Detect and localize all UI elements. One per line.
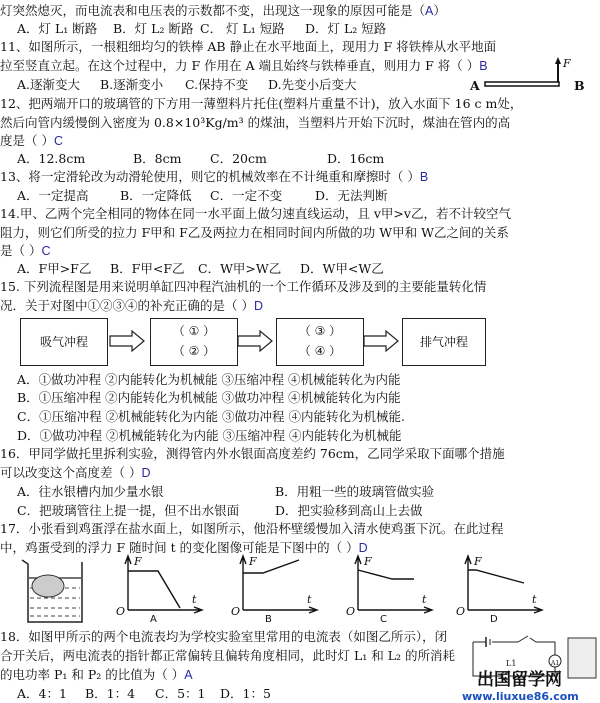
question-line: [0, 539, 368, 557]
option-c: C． 灯 L₁ 短路: [200, 21, 285, 36]
egg: [32, 575, 64, 597]
option-a: D．①做功冲程 ②机械能转化为内能 ③压缩冲程 ④内能转化为机械能: [17, 428, 402, 443]
t-axis: [243, 607, 317, 613]
rod-end-b-label: B: [574, 78, 585, 93]
question-text: 然后向管内缓慢倒入密度为 0.8×10³Kg/m³ 的煤油，当塑料片开始下沉时，煤油在管内的高: [0, 115, 511, 130]
force-curve: [128, 571, 180, 608]
f-axis: [240, 556, 246, 610]
option-d: D．16cm: [327, 151, 385, 166]
t-axis: [128, 607, 202, 613]
question-text: 拉至竖直立起。在这个过程中，力 F 作用在 A 端且始终与铁棒垂直，则用力 F 将（ ）: [0, 58, 480, 73]
flow-box-exhaust: 排气冲程: [402, 318, 486, 366]
question-text: 阻力，则它们所受的拉力 F甲和 F乙及两拉力在相同时间内所做的功 W甲和 W乙之间的关系: [0, 225, 509, 240]
origin-label: O: [116, 605, 126, 618]
origin-label: O: [346, 605, 356, 618]
flow-arrow-icon: [110, 331, 144, 351]
answer-key: D: [141, 466, 151, 480]
option-d: D．灯 L₂ 短路: [305, 21, 387, 36]
option-c: C．20cm: [210, 151, 267, 166]
option-d: D．W甲<W乙: [300, 261, 384, 276]
t-axis: [358, 607, 432, 613]
question-text: 11、如图所示，一根粗细均匀的铁棒 AB 静止在水平地面上，现用力 F 将铁棒从水平地面: [0, 39, 497, 54]
question-text: 12、把两端开口的玻璃管的下方用一薄塑料片托住(塑料片重量不计)，放入水面下 16 c m处，: [0, 96, 523, 111]
question-text: 16．甲同学做托里拆利实验，测得管内外水银面高度差约 76cm，乙同学采取下面哪个措施: [0, 446, 505, 461]
force-label: F: [563, 57, 571, 70]
option-b: D．把实验移到高山上去做: [275, 503, 423, 518]
f-axis: [125, 556, 131, 610]
option-b: B．用粗一些的玻璃管做实验: [275, 484, 435, 499]
force-curve: [358, 570, 414, 579]
answer-key: D: [253, 299, 264, 313]
option-d: D．无法判断: [315, 188, 388, 203]
option-c: C.保持不变: [185, 77, 249, 92]
question-text: 的电功率 P₁ 和 P₂ 的比值为（ ）: [0, 667, 185, 682]
answer-key: D: [358, 541, 368, 555]
option-d: D.先变小后变大: [268, 77, 357, 92]
t-axis-label: t: [192, 593, 197, 606]
flow-box-intake: 吸气冲程: [20, 318, 108, 366]
flow-arrow-icon: [364, 331, 398, 351]
f-axis-label: F: [364, 555, 372, 568]
option-a: A．4：1: [17, 686, 67, 701]
graph-option-label: D: [490, 614, 498, 625]
t-axis-label: t: [532, 593, 537, 606]
flow-arrow-icon: [238, 331, 272, 351]
option-c: C．一定不变: [210, 188, 283, 203]
question-line: [0, 666, 193, 684]
t-axis-label: t: [422, 593, 427, 606]
answer-key: C: [53, 134, 64, 148]
beaker-egg-figure: [20, 558, 90, 624]
question-text: 况．关于对图中①②③④的补充正确的是（ ）: [0, 298, 254, 313]
answer-key: A: [184, 668, 193, 682]
option-a: A．往水银槽内加少量水银: [17, 484, 164, 499]
f-axis-label: F: [134, 555, 142, 568]
answer-key: B: [419, 170, 429, 184]
question-text: ）: [433, 3, 446, 18]
watermark-url: www.liuxue86.com: [462, 690, 579, 703]
flow-slot-2: （ ② ）: [172, 344, 216, 358]
option-b: B．8cm: [133, 151, 182, 166]
option-a: A．12.8cm: [17, 151, 86, 166]
f-axis-label: F: [474, 555, 482, 568]
question-text: 合开关后，两电流表的指针都正常偏转且偏转角度相同，此时灯 L₁ 和 L₂ 的所消耗: [0, 648, 456, 663]
option-a: C．把玻璃管往上提一提，但不出水银面: [17, 503, 240, 518]
t-axis: [468, 607, 542, 613]
graph-option-label: A: [150, 614, 157, 625]
question-text: 18．如图甲所示的两个电流表均为学校实验室里常用的电流表（如图乙所示），闭: [0, 629, 448, 644]
graph-option-label: B: [265, 614, 272, 625]
watermark-name: 出国留学网: [477, 670, 562, 690]
question-text: 中，鸡蛋受到的浮力 F 随时间 t 的变化图像可能是下图中的（ ）: [0, 540, 359, 555]
option-a: A．①做功冲程 ②内能转化为机械能 ③压缩冲程 ④机械能转化为内能: [17, 372, 401, 387]
question-text: 13、将一定滑轮改为动滑轮使用，则它的机械效率在不计绳重和摩擦时（ ）: [0, 169, 420, 184]
question-line: [0, 647, 455, 665]
ammeter-label: A1: [551, 660, 560, 667]
question-line: [0, 445, 505, 463]
option-b: B．F甲<F乙: [110, 261, 185, 276]
option-a: A．灯 L₁ 断路: [17, 21, 98, 36]
answer-key: B: [479, 59, 488, 73]
origin-label: O: [231, 605, 241, 618]
graph-option-label: C: [380, 614, 387, 625]
option-b: B．一定降低: [120, 188, 192, 203]
option-a: B．①压缩冲程 ②内能转化为机械能 ③做功冲程 ④机械能转化为内能: [17, 390, 401, 405]
force-curve: [468, 570, 524, 583]
flow-slot-3: （ ③ ）: [298, 324, 342, 338]
question-text: 17．小张看到鸡蛋浮在盐水面上，如图所示，他沿杯壁缓慢加入清水使鸡蛋下沉。在此过程: [0, 521, 504, 536]
lamp-label: L1: [506, 659, 517, 668]
question-line: [0, 464, 151, 482]
option-c: C．W甲>W乙: [198, 261, 282, 276]
question-text: 灯突然熄灭，而电流表和电压表的示数都不变，出现这一现象的原因可能是（: [0, 3, 426, 18]
question-text: 度是（ ）: [0, 133, 54, 148]
option-b: B．灯 L₂ 断路: [113, 21, 194, 36]
rod-end-a-label: A: [470, 78, 480, 93]
f-axis: [465, 556, 471, 610]
option-b: B．1：4: [85, 686, 136, 701]
answer-key: A: [425, 4, 434, 18]
question-line: [0, 628, 447, 646]
question-text: 可以改变这个高度差（ ）: [0, 465, 142, 480]
flow-slot-4: （ ④ ）: [298, 344, 342, 358]
flow-slot-1: （ ① ）: [172, 324, 216, 338]
f-axis-label: F: [249, 555, 257, 568]
option-a: A.逐渐变大: [17, 77, 81, 92]
question-text: 15. 下列流程图是用来说明单缸四冲程汽油机的一个工作循环及涉及到的主要能量转化情: [0, 279, 487, 294]
f-axis: [355, 556, 361, 610]
ammeter-device-icon: [568, 638, 596, 678]
option-a: A．一定提高: [17, 188, 89, 203]
option-a: C．①压缩冲程 ②机械能转化为内能 ③做功冲程 ④内能转化为机械能.: [17, 409, 405, 424]
option-d: D．1：5: [220, 686, 271, 701]
question-text: 是（ ）: [0, 243, 42, 258]
origin-label: O: [456, 605, 466, 618]
answer-key: C: [41, 244, 51, 258]
question-text: 14.甲、乙两个完全相同的物体在同一水平面上做匀速直线运动，且 v甲>v乙，若不计较空气: [0, 206, 511, 221]
option-b: B.逐渐变小: [100, 77, 164, 92]
t-axis-label: t: [307, 593, 312, 606]
option-c: C．5：1: [155, 686, 206, 701]
option-a: A．F甲>F乙: [17, 261, 92, 276]
question-line: [0, 520, 503, 538]
